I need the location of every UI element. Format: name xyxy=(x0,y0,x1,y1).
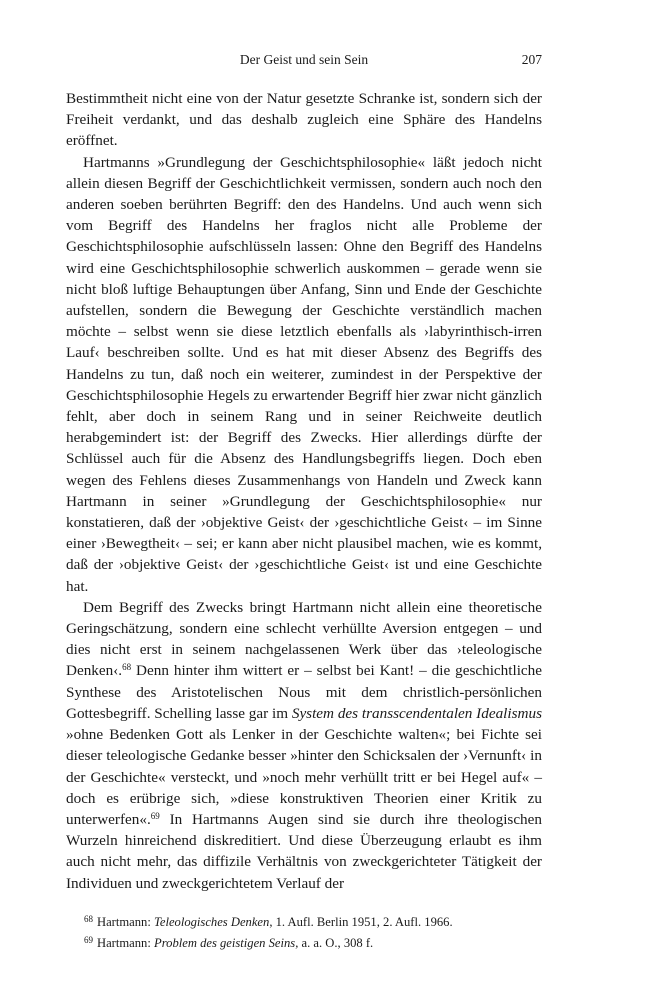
cited-title: System des transscendentalen Idealismus xyxy=(291,704,542,722)
running-title: Der Geist und sein Sein xyxy=(239,52,369,67)
footnote-number: 69 xyxy=(84,934,93,945)
paragraph-2: Hartmanns »Grundlegung der Geschichtsphilosophie« läßt jedoch nicht allein diesen Begriff der Geschichtlichkeit vermissen, sondern auch noch den anderen soeben berührten Begriff: den des Handelns. Und auch wenn sich vom Begriff des Handelns her fraglos nicht alle Probleme der Geschichtsphilosophie aufschlüsseln lassen: Ohne den Begriff des Handelns wird eine Geschichtsphilosophie schwerlich auskommen – gerade wenn sie nicht bloß luftige Behauptungen über Anfang, Sinn und Ende der Geschichte aufstellen, sondern die Bewegung der Geschichte verständlich machen möchte – selbst wenn sie diese letztlich ebenfalls als ›labyrinthisch-irren Lauf‹ beschreiben sollte. Und es hat mit dieser Absenz des Begriffs des Handelns zu tun, daß noch ein weiterer, zumindest in der Perspektive der Geschichtsphilosophie Hegels zu erwartender Begriff hier zwar nicht gänzlich fehlt, aber doch in seinem Rang und in seiner Reichweite deutlich herabgemindert ist: der Begriff des Zwecks. Hier allerdings dürfte der Schlüssel auch für die Absenz des Handlungsbegriffs liegen. Doch eben wegen des Fehlens dieses Zusammenhangs von Handeln und Zweck kann Hartmann in seiner »Grundlegung der Geschichtsphilosophie« nur konstatieren, daß der ›objektive Geist‹ der ›geschichtliche Geist‹ – im Sinne einer ›Bewegtheit‹ – sei; er kann aber nicht plausibel machen, wie es kommt, daß der ›objektive Geist‹ der ›geschichtliche Geist‹ ist und eine Geschichte hat. xyxy=(66,153,542,595)
running-head xyxy=(66,52,542,72)
paragraph-3-part-a: Dem Begriff des Zwecks bringt Hartmann nicht allein eine theoretische Geringschätzung, sondern eine schlecht verhüllte Aversion entgegen – und dies nicht erst in seinem nachgelassenen Werk über das ›teleologische Denken‹. xyxy=(66,598,542,680)
footnote-text: Hartmann: xyxy=(97,914,155,929)
main-text xyxy=(66,88,542,894)
footnote-text: Hartmann: xyxy=(97,935,155,950)
paragraph-3 xyxy=(66,597,542,894)
footnote-69 xyxy=(66,931,542,952)
footnote-ref-68[interactable]: 68 xyxy=(122,662,132,673)
footnote-number: 68 xyxy=(84,913,93,924)
book-page xyxy=(66,52,542,952)
footnote-title: Problem des geistigen Seins, xyxy=(154,935,299,950)
paragraph-1: Bestimmtheit nicht eine von der Natur gesetzte Schranke ist, sondern sich der Freiheit verdankt, und das deshalb zugleich eine Sphäre des Handelns eröffnet. xyxy=(66,90,542,150)
footnotes xyxy=(66,910,542,952)
page-number: 207 xyxy=(521,52,542,67)
footnote-text: , 1. Aufl. Berlin 1951, 2. Aufl. 1966. xyxy=(269,914,453,929)
paragraph-3-part-c: »ohne Bedenken Gott als Lenker in der Geschichte walten«; bei Fichte sei dieser teleologische Gedanke besser »hinter den Schicksalen der ›Vernunft‹ in der Geschichte« versteckt, und »noch mehr verhüllt tritt er bei Hegel auf« – doch es erübrige sich, »diese konstruktiven Theorien einer Kritik zu unterwerfen«. xyxy=(66,726,542,828)
footnote-ref-69[interactable]: 69 xyxy=(150,810,160,821)
footnote-title: Teleologisches Denken xyxy=(154,914,270,929)
paragraph-3-part-b: Denn hinter ihm wittert er – selbst bei Kant! – die geschichtliche Synthese des Aristotelischen Nous mit dem christlich-persönlichen Gottesbegriff. Schelling lasse gar im xyxy=(66,662,542,722)
paragraph-3-part-d: In Hartmanns Augen sind sie durch ihre theologischen Wurzeln hinreichend diskreditiert. Und diese Überzeugung erlaubt es ihm auch nicht mehr, das diffizile Verhältnis von zweckgerichteter Tätigkeit der Individuen und zweckgerichtetem Verlauf der xyxy=(66,810,542,892)
footnote-68 xyxy=(66,910,542,931)
footnote-text: a. a. O., 308 f. xyxy=(298,935,374,950)
